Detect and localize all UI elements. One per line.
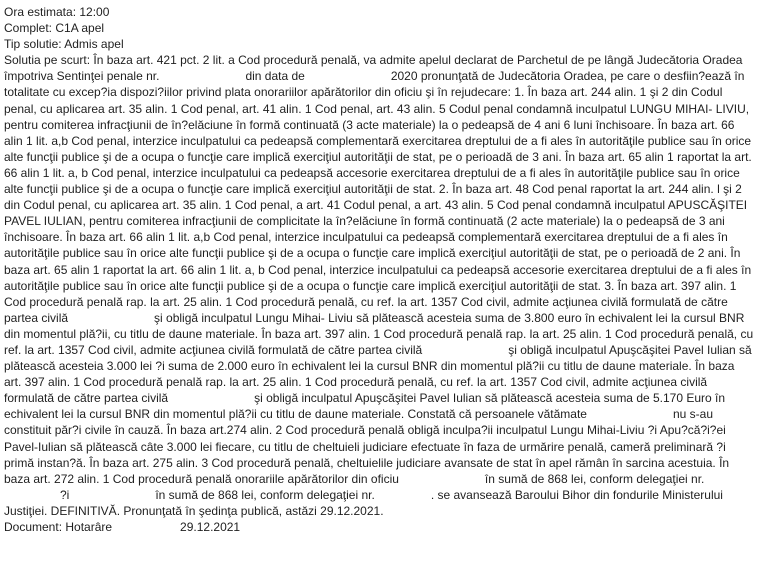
solution-text-8: în sumă de 868 lei, conform delegaţiei nr. — [484, 471, 705, 486]
document-line — [4, 519, 755, 535]
document-type: Document: Hotarâre — [4, 520, 113, 534]
solution-text-2: din data de — [245, 69, 305, 84]
solution-summary — [4, 52, 755, 519]
solution-type: Tip solutie: Admis apel — [4, 37, 124, 52]
solution-text-9: ?i — [60, 487, 70, 502]
solution-text-7: nu s-au constituit păr?i civile în cauză. În baza art.274 alin. 2 Cod procedură penală obligă inculpa?ii inculpatul Lungu Mihai-Liviu ?i Apu?că?i?ei Pavel-Iulian să plătească câte 3.000 lei fiecare, cu titlu de cheltuieli judiciare efectuate în faza de urmărire penală, cameră preliminară ?i primă instan?ă. În baza art. 275 alin. 3 Cod procedură penală, cheltuielile judiciare avansate de stat în apel rămân în sarcina acestuia. În baza art. 272 alin. 1 Cod procedură penală onorariile apărătorilor din oficiu — [4, 407, 730, 486]
solution-text-5: şi obligă inculpatul Apuşcăşitei Pavel Iulian să plătească acesteia 3.000 lei ?i suma de 2.000 euro în echivalent lei la cursul BNR din momentul plă?ii cu titlu de daune materiale. În baza art. 397 alin. 1 Cod procedură penală rap. la art. 25 alin. 1 Cod procedură penală, cu ref. la art. 1357 Cod civil, admite acţiunea civilă formulată de către partea civilă — [4, 342, 752, 406]
solution-text-10: în sumă de 868 lei, conform delegaţiei nr. — [155, 487, 375, 502]
solution-text-4: şi obligă inculpatul Lungu Mihai- Liviu să plătească acesteia suma de 3.800 euro în echivalent lei la cursul BNR din momentul plă?ii, cu titlu de daune materiale. În baza art. 397 alin. 1 Cod procedură penală rap. la art. 25 alin. 1 Cod procedură penală, cu ref. la art. 1357 Cod civil, admite acţiunea civilă formulată de către partea civilă — [4, 310, 754, 357]
estimated-time: Ora estimata: 12:00 — [4, 5, 110, 19]
solution-text-11: . se avansează Baroului Bihor din fondurile Ministerului Justiţiei. DEFINITIVĂ. Pronunţată în şedinţa publică, astăzi 29.12.2021. — [4, 487, 723, 518]
panel: Complet: C1A apel — [4, 21, 105, 36]
document-date: 29.12.2021 — [180, 520, 241, 534]
solution-text-1: Solutia pe scurt: În baza art. 421 pct. 2 lit. a Cod procedură penală, va admite apelul declarat de Parchetul de pe lângă Judecătoria Oradea împotriva Sentinţei penale nr. — [4, 53, 743, 84]
solution-text-6: şi obligă inculpatul Apuşcăşitei Pavel Iulian să plătească acesteia suma de 5.170 Euro în echivalent lei la cursul BNR din momentul plă?ii cu titlu de daune materiale. Constată că persoanele vătămate — [4, 391, 726, 422]
solution-text-3: 2020 pronunţată de Judecătoria Oradea, pe care o desfiin?ează în totalitate cu excep?ia dispozi?iilor privind plata onorariilor apărătorilor din oficiu şi în rejudecare: 1. În baza art. 244 alin. 1 şi 2 din Codul penal, cu aplicarea art. 35 alin. 1 Cod penal, art. 41 alin. 1 Cod penal, art. 43 alin. 5 Codul penal condamnă inculpatul LUNGU MIHAI- LIVIU, pentru comiterea infracţiunii de în?elăciune în formă continuată (3 acte materiale) la o pedeapsă de 4 ani 6 luni închisoare. În baza art. 66 alin 1 lit. a,b Cod penal, interzice inculpatului ca pedeapsă complementară exercitarea dreptului de a fi ales în autorităţile publice sau în orice alte funcţii publice şi de a ocupa o funcţie care implică exerciţiul autorităţii de stat, pe o perioadă de 3 ani. În baza art. 65 alin 1 raportat la art. 66 alin 1 lit. a, b Cod penal, interzice inculpatului ca pedeapsă accesorie exercitarea dreptului de a fi ales în autorităţile publice sau în orice alte funcţii publice şi de a ocupa o funcţie care implică exerciţiul autorităţii de stat. 2. În baza art. 48 Cod penal raportat la art. 244 alin. l şi 2 din Codul penal, cu aplicarea art. 35 alin. 1 Cod penal, a art. 41 Codul penal, a art. 43 alin. 5 Cod penal condamnă inculpatul APUSCĂŞITEI PAVEL IULIAN, pentru comiterea infracţiunii de complicitate la în?elăciune în formă continuată (2 acte materiale) la o pedeapsă de 3 ani închisoare. În baza art. 66 alin 1 lit. a,b Cod penal, interzice inculpatului ca pedeapsă complementară exercitarea dreptului de a fi ales în autorităţile publice sau în orice alte funcţii publice şi de a ocupa o funcţie care implică exerciţiul autorităţii de stat, pe o perioadă de 2 ani. În baza art. 65 alin 1 raportat la art. 66 alin 1 lit. a, b Cod penal, interzice inculpatului ca pedeapsă accesorie exercitarea dreptului de a fi ales în autorităţile publice sau în orice alte funcţii publice şi de a ocupa o funcţie care implică exerciţiul autorităţii de stat. 3. În baza art. 397 alin. 1 Cod procedură penală rap. la art. 25 alin. 1 Cod procedură penală, cu ref. la art. 1357 Cod civil, admite acţiunea civilă formulată de către partea civilă — [4, 69, 752, 325]
